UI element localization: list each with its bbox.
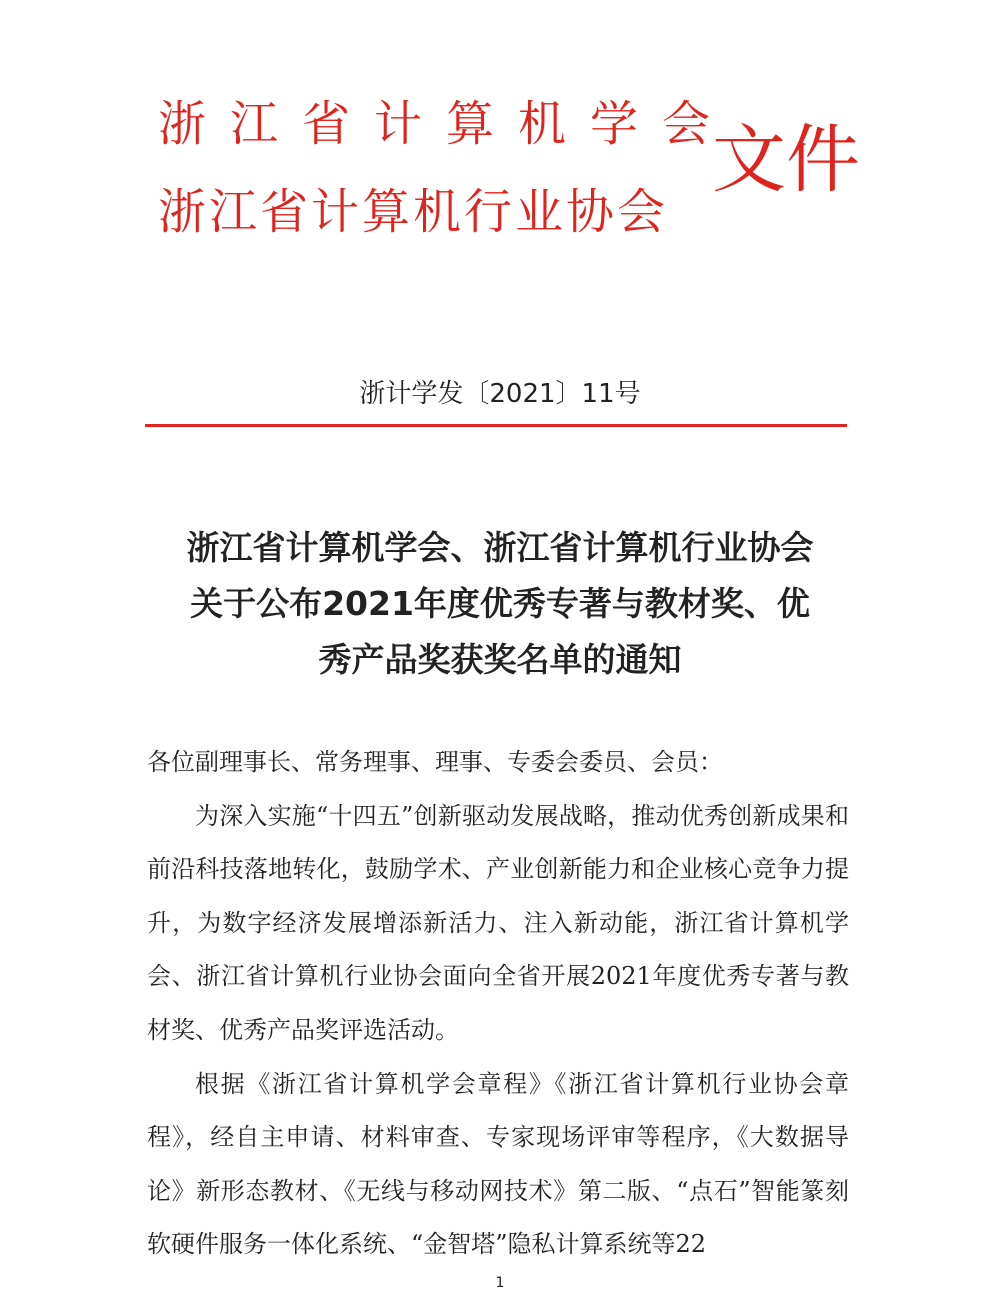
notice-title-line-1: 浙江省计算机学会、浙江省计算机行业协会 — [186, 528, 814, 567]
salutation: 各位副理事长、常务理事、理事、专委会委员、会员： — [147, 748, 723, 776]
page-number: 1 — [495, 1275, 505, 1291]
notice-body — [147, 736, 849, 1272]
issuer-name-computer-society: 浙江省计算机学会 — [158, 96, 735, 152]
document-number: 浙计学发〔2021〕11号 — [359, 379, 641, 409]
body-paragraph-2: 根据《浙江省计算机学会章程》《浙江省计算机行业协会章程》，经自主申请、材料审查、专家现场评审等程序，《大数据导论》新形态教材、《无线与移动网技术》第二版、“点石”智能篆刻软硬件服务一体化系统、“金智塔”隐私计算系统等22 — [147, 1069, 849, 1259]
notice-title — [140, 520, 860, 688]
issuer-name-industry-association: 浙江省计算机行业协会 — [158, 184, 669, 240]
red-separator-line — [145, 424, 847, 427]
body-paragraph-1: 为深入实施“十四五”创新驱动发展战略，推动优秀创新成果和前沿科技落地转化，鼓励学术、产业创新能力和企业核心竞争力提升，为数字经济发展增添新活力、注入新动能，浙江省计算机学会、浙江省计算机行业协会面向全省开展2021年度优秀专著与教材奖、优秀产品奖评选活动。 — [147, 801, 849, 1044]
notice-title-line-2: 关于公布2021年度优秀专著与教材奖、优 — [190, 584, 810, 623]
notice-title-line-3: 秀产品奖获奖名单的通知 — [318, 640, 682, 679]
document-type-label: 文件 — [712, 117, 860, 203]
